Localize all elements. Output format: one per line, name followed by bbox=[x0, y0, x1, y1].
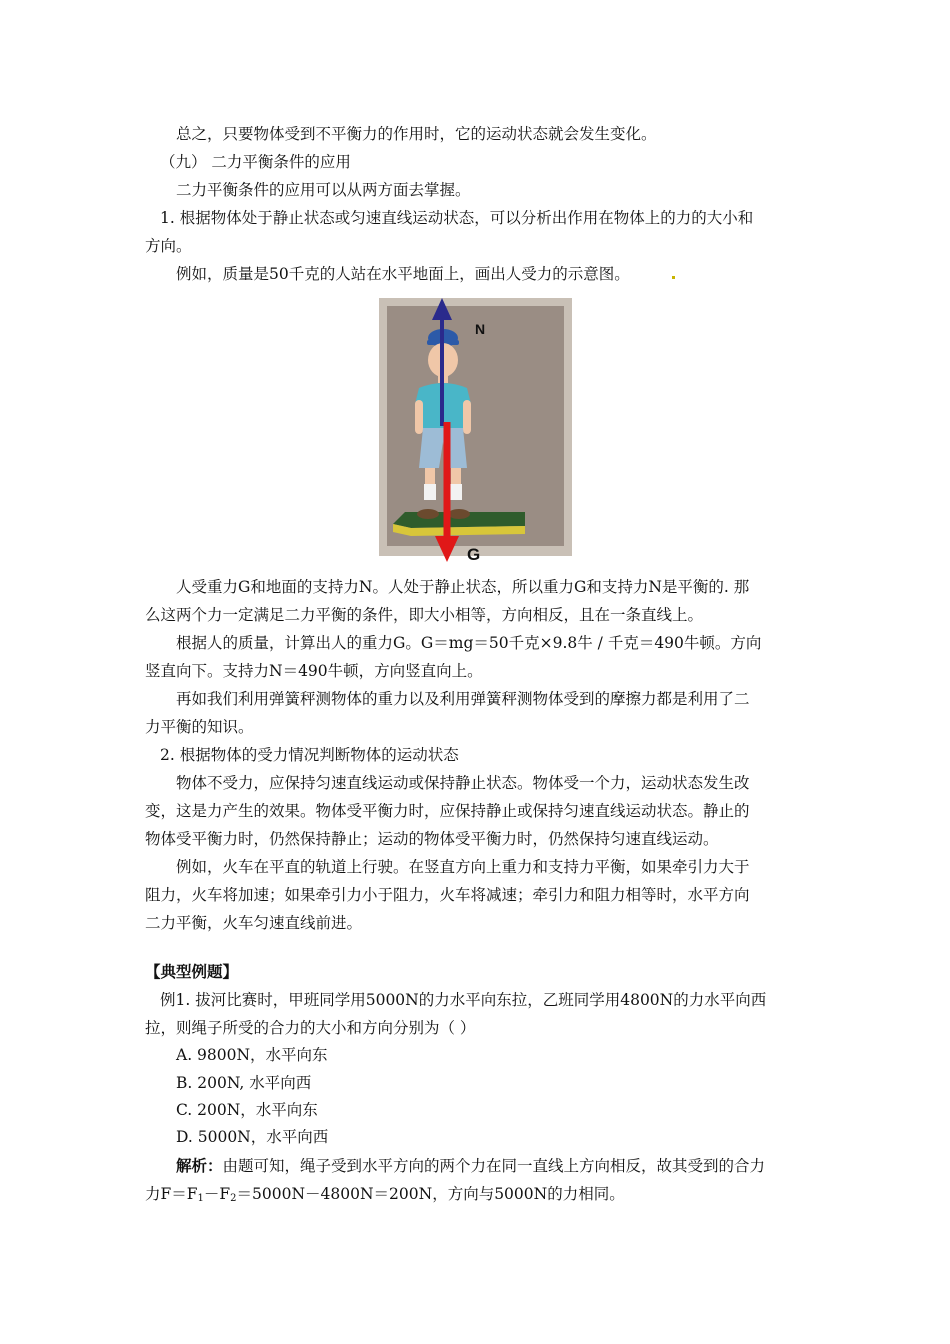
section-heading: （九） 二力平衡条件的应用 bbox=[160, 153, 351, 171]
analysis-text: 由题可知，绳子受到水平方向的两个力在同一直线上方向相反，故其受到的合力 bbox=[222, 1157, 766, 1175]
formula-subscript: 2 bbox=[230, 1193, 237, 1204]
paragraph: 人受重力G和地面的支持力N。人处于静止状态，所以重力G和支持力N是平衡的. 那 bbox=[176, 578, 750, 596]
option-d: D. 5000N，水平向西 bbox=[176, 1128, 329, 1146]
paragraph: 方向。 bbox=[145, 237, 192, 255]
paragraph: 2. 根据物体的受力情况判断物体的运动状态 bbox=[160, 746, 459, 764]
label-g: G bbox=[467, 545, 481, 564]
formula-part: ＝5000N－4800N＝200N，方向与5000N的力相同。 bbox=[236, 1185, 625, 1203]
paragraph: 变，这是力产生的效果。物体受平衡力时，应保持静止或保持匀速直线运动状态。静止的 bbox=[145, 802, 750, 820]
formula-part: 力F＝F bbox=[145, 1185, 198, 1203]
paragraph: 物体受平衡力时，仍然保持静止；运动的物体受平衡力时，仍然保持匀速直线运动。 bbox=[145, 830, 719, 848]
question-text: 例1. 拔河比赛时，甲班同学用5000N的力水平向东拉，乙班同学用4800N的力水平向西 bbox=[160, 991, 767, 1009]
formula-subscript: 1 bbox=[197, 1193, 204, 1204]
paragraph: 例如，质量是50千克的人站在水平地面上，画出人受力的示意图。 bbox=[176, 265, 630, 283]
paragraph: 物体不受力，应保持匀速直线运动或保持静止状态。物体受一个力，运动状态发生改 bbox=[176, 774, 750, 792]
stray-mark bbox=[672, 276, 675, 279]
left-arm bbox=[415, 400, 423, 434]
example-heading: 【典型例题】 bbox=[145, 962, 239, 981]
paragraph: 力平衡的知识。 bbox=[145, 718, 254, 736]
paragraph: 二力平衡，火车匀速直线前进。 bbox=[145, 914, 363, 932]
left-shoe bbox=[417, 509, 439, 519]
analysis-label: 解析： bbox=[176, 1156, 223, 1175]
figure-panel bbox=[387, 306, 564, 546]
analysis-paragraph bbox=[176, 1156, 765, 1176]
force-diagram-figure bbox=[375, 292, 577, 564]
paragraph: 二力平衡条件的应用可以从两方面去掌握。 bbox=[176, 181, 471, 199]
label-n: N bbox=[475, 321, 486, 337]
paragraph: 么这两个力一定满足二力平衡的条件，即大小相等，方向相反，且在一条直线上。 bbox=[145, 606, 704, 624]
paragraph: 例如，火车在平直的轨道上行驶。在竖直方向上重力和支持力平衡，如果牵引力大于 bbox=[176, 858, 750, 876]
paragraph: 1. 根据物体处于静止状态或匀速直线运动状态，可以分析出作用在物体上的力的大小和 bbox=[160, 209, 754, 227]
paragraph: 再如我们利用弹簧秤测物体的重力以及利用弹簧秤测物体受到的摩擦力都是利用了二 bbox=[176, 690, 750, 708]
option-c: C. 200N，水平向东 bbox=[176, 1101, 318, 1119]
right-shoe bbox=[448, 509, 470, 519]
right-arm bbox=[463, 400, 471, 434]
paragraph: 根据人的质量，计算出人的重力G。G＝mg＝50千克×9.8牛 / 千克＝490牛顿。方向 bbox=[176, 634, 762, 652]
paragraph: 总之，只要物体受到不平衡力的作用时，它的运动状态就会发生变化。 bbox=[176, 125, 657, 143]
option-a: A. 9800N，水平向东 bbox=[176, 1046, 328, 1064]
option-b: B. 200N, 水平向西 bbox=[176, 1074, 312, 1092]
paragraph: 阻力，火车将加速；如果牵引力小于阻力，火车将减速；牵引力和阻力相等时，水平方向 bbox=[145, 886, 750, 904]
paragraph: 竖直向下。支持力N＝490牛顿，方向竖直向上。 bbox=[145, 662, 483, 680]
question-text: 拉，则绳子所受的合力的大小和方向分别为（ ） bbox=[145, 1019, 476, 1037]
analysis-formula bbox=[145, 1184, 625, 1209]
formula-part: －F bbox=[203, 1185, 231, 1203]
